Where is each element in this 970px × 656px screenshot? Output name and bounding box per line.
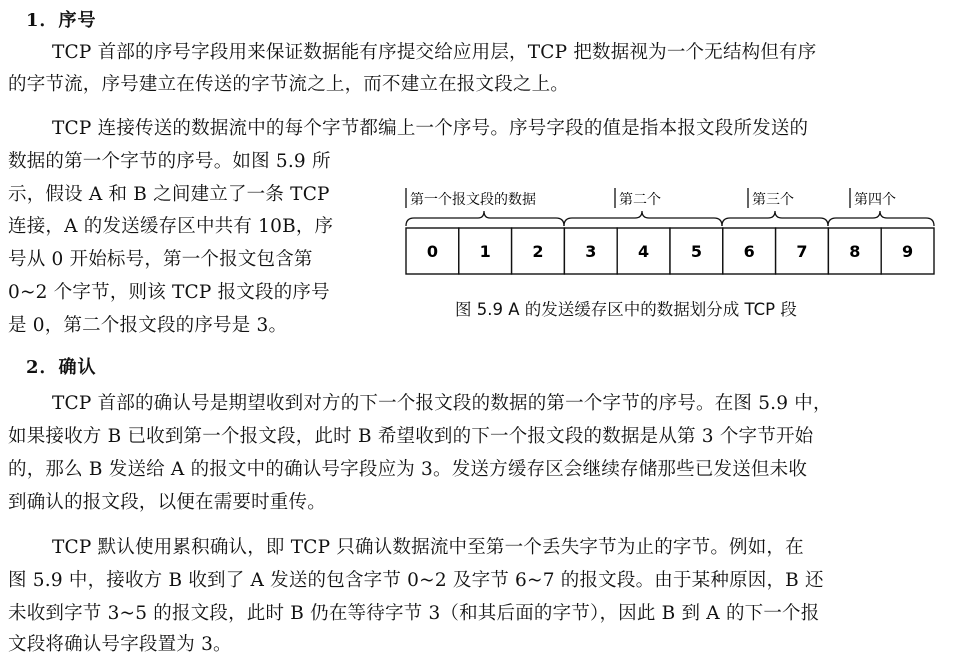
para-line: 号从 0 开始标号，第一个报文包含第 [8,249,313,270]
byte-label: 2 [532,242,544,261]
segment-label-1: 第一个报文段的数据 [410,192,536,208]
para-line: 文段将确认号字段置为 3。 [8,634,232,655]
para-line: 未收到字节 3~5 的报文段，此时 B 仍在等待字节 3（和其后面的字节），因此 B 到 A 的下一个报 [8,603,820,624]
segment-label-2: 第二个 [619,192,661,208]
para-line: TCP 连接传送的数据流中的每个字节都编上一个序号。序号字段的值是指本报文段所发送的 [52,118,809,139]
segment-brace [828,211,934,226]
byte-label: 0 [426,242,438,261]
byte-label: 4 [638,242,650,261]
segment-brace [564,211,722,226]
segment-brace [406,211,564,226]
para-line: 0~2 个字节，则该 TCP 报文段的序号 [8,282,330,303]
byte-label: 6 [743,242,755,261]
para-line: 到确认的报文段，以便在需要时重传。 [8,492,326,513]
figure-5-9 [398,178,943,286]
para-line: 连接，A 的发送缓存区中共有 10B，序 [8,216,334,237]
section-title-acknowledgment: 2．确认 [26,357,97,378]
para-line: 是 0，第二个报文段的序号是 3。 [8,315,288,336]
byte-label: 1 [479,242,491,261]
figure-caption: 图 5.9 A 的发送缓存区中的数据划分成 TCP 段 [455,300,797,319]
byte-label: 8 [849,242,861,261]
para-line: 的，那么 B 发送给 A 的报文中的确认号字段应为 3。发送方缓存区会继续存储那些已发送但未收 [8,459,808,480]
para-line: TCP 首部的确认号是期望收到对方的下一个报文段的数据的第一个字节的序号。在图 5.9 中， [52,393,832,414]
para-line: 图 5.9 中，接收方 B 收到了 A 发送的包含字节 0~2 及字节 6~7 的报文段。由于某种原因，B 还 [8,570,824,591]
segment-label-4: 第四个 [854,192,896,208]
segment-brace [722,211,828,226]
para-line: 示，假设 A 和 B 之间建立了一条 TCP [8,184,330,205]
byte-label: 3 [585,242,597,261]
para-line: 如果接收方 B 已收到第一个报文段，此时 B 希望收到的下一个报文段的数据是从第 3 个字节开始 [8,426,814,447]
para-line: TCP 首部的序号字段用来保证数据能有序提交给应用层，TCP 把数据视为一个无结构但有序 [52,42,817,63]
para-line: TCP 默认使用累积确认，即 TCP 只确认数据流中至第一个丢失字节为止的字节。例如，在 [52,537,804,558]
para-line: 数据的第一个字节的序号。如图 5.9 所 [8,151,331,172]
para-line: 的字节流，序号建立在传送的字节流之上，而不建立在报文段之上。 [8,74,570,95]
segment-label-3: 第三个 [752,192,794,208]
byte-label: 5 [690,242,702,261]
byte-label: 7 [796,242,808,261]
byte-label: 9 [902,242,914,261]
section-title-sequence: 1．序号 [26,10,97,31]
